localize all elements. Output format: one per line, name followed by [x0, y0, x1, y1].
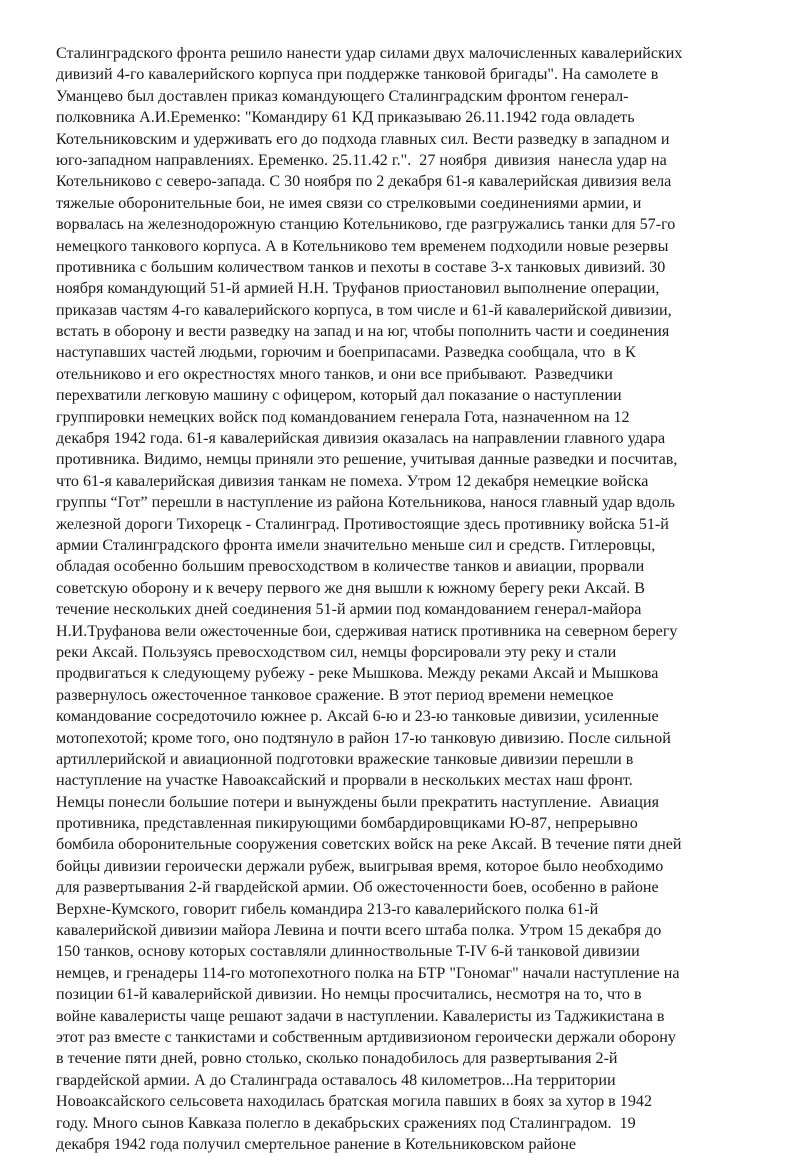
text-line: в течение пяти дней, ровно столько, сколько понадобилось для развертывания 2-й: [56, 1050, 618, 1068]
text-line: советскую оборону и к вечеру первого же дня вышли к южному берегу реки Аксай. В: [56, 579, 645, 597]
text-line: мотопехотой; кроме того, оно подтянуло в район 17-ю танковую дивизию. После сильной: [56, 729, 671, 747]
body-text: [56, 43, 766, 1155]
text-line: позиции 61-й кавалерийской дивизии. Но немцы просчитались, несмотря на то, что в: [56, 986, 642, 1004]
text-line: юго-западном направлениях. Еременко. 25.11.42 г.". 27 ноября дивизия нанесла удар на: [56, 151, 667, 169]
text-line: Немцы понесли большие потери и вынуждены были прекратить наступление. Авиация: [56, 793, 659, 811]
text-line: этот раз вместе с танкистами и собственным артдивизионом героически держали оборону: [56, 1028, 676, 1046]
text-line: бомбила оборонительные сооружения советских войск на реке Аксай. В течение пяти дней: [56, 836, 682, 854]
text-line: продвигаться к следующему рубежу - реке Мышкова. Между реками Аксай и Мышкова: [56, 665, 659, 683]
text-line: тяжелые оборонительные бои, не имея связи со стрелковыми соединениями армии, и: [56, 194, 642, 212]
text-line: противника. Видимо, немцы приняли это решение, учитывая данные разведки и посчитав,: [56, 451, 678, 469]
text-line: что 61-я кавалерийская дивизия танкам не помеха. Утром 12 декабря немецкие войска: [56, 472, 649, 490]
text-line: обладая особенно большим превосходством в количестве танков и авиации, прорвали: [56, 558, 645, 576]
text-line: наступление на участке Навоаксайский и прорвали в нескольких местах наш фронт.: [56, 772, 633, 790]
text-line: командование сосредоточило южнее р. Аксай 6-ю и 23-ю танковые дивизии, усиленные: [56, 708, 659, 726]
text-line: противника, представленная пикирующими бомбардировщиками Ю-87, непрерывно: [56, 815, 638, 833]
text-line: гвардейской армии. А до Сталинграда оставалось 48 километров...На территории: [56, 1071, 616, 1089]
text-line: году. Много сынов Кавказа полегло в декабрьских сражениях под Сталинградом. 19: [56, 1114, 636, 1132]
text-line: немецкого танкового корпуса. А в Котельниково тем временем подходили новые резервы: [56, 237, 669, 255]
text-line: противника с большим количеством танков и пехоты в составе 3-х танковых дивизий. 30: [56, 258, 666, 276]
text-line: развернулось ожесточенное танковое сражение. В этот период времени немецкое: [56, 686, 614, 704]
text-line: кавалерийской дивизии майора Левина и почти всего штаба полка. Утром 15 декабря до: [56, 922, 662, 940]
text-line: декабря 1942 года получил смертельное ранение в Котельниковском районе: [56, 1135, 576, 1153]
text-line: декабря 1942 года. 61-я кавалерийская дивизия оказалась на направлении главного удара: [56, 430, 666, 448]
text-line: дивизий 4-го кавалерийского корпуса при поддержке танковой бригады". На самолете в: [56, 66, 659, 84]
text-line: ворвалась на железнодорожную станцию Котельниково, где разгружались танки для 57-го: [56, 216, 676, 234]
text-line: группы “Гот” перешли в наступление из района Котельникова, нанося главный удар вдоль: [56, 494, 676, 512]
text-line: бойцы дивизии героически держали рубеж, выигрывая время, которое было необходимо: [56, 857, 664, 875]
text-line: железной дороги Тихорецк - Сталинград. Противостоящие здесь противнику войска 51-й: [56, 515, 669, 533]
text-line: встать в оборону и вести разведку на запад и на юг, чтобы пополнить части и соединения: [56, 323, 670, 341]
text-line: Котельниково с северо-запада. С 30 ноября по 2 декабря 61-я кавалерийская дивизия вела: [56, 173, 672, 191]
text-line: Новоаксайского сельсовета находилась братская могила павших в боях за хутор в 1942: [56, 1093, 652, 1111]
text-line: Верхне-Кумского, говорит гибель командира 213-го кавалерийского полка 61-й: [56, 900, 599, 918]
text-line: течение нескольких дней соединения 51-й армии под командованием генерал-майора: [56, 601, 642, 619]
text-line: полковника А.И.Еременко: "Командиру 61 КД приказываю 26.11.1942 года овладеть: [56, 109, 635, 127]
text-line: для развертывания 2-й гвардейской армии. Об ожесточенности боев, особенно в районе: [56, 879, 659, 897]
text-line: Котельниковским и удерживать его до подхода главных сил. Вести разведку в западном и: [56, 130, 670, 148]
text-line: перехватили легковую машину с офицером, который дал показание о наступлении: [56, 387, 622, 405]
text-line: реки Аксай. Пользуясь превосходством сил, немцы форсировали эту реку и стали: [56, 643, 617, 661]
text-line: армии Сталинградского фронта имели значительно меньше сил и средств. Гитлеровцы,: [56, 536, 656, 554]
text-line: приказав частям 4-го кавалерийского корпуса, в том числе и 61-й кавалерийской дивизии,: [56, 301, 672, 319]
text-line: Уманцево был доставлен приказ командующего Сталинградским фронтом генерал-: [56, 87, 629, 105]
text-line: наступавших частей людьми, горючим и боеприпасами. Разведка сообщала, что в К: [56, 344, 636, 362]
text-line: Н.И.Труфанова вели ожесточенные бои, сдерживая натиск противника на северном берегу: [56, 622, 678, 640]
text-line: отельниково и его окрестностях много танков, и они все прибывают. Разведчики: [56, 365, 613, 383]
text-line: немцев, и гренадеры 114-го мотопехотного полка на БТР "Гономаг" начали наступление на: [56, 964, 680, 982]
text-line: Сталинградского фронта решило нанести удар силами двух малочисленных кавалерийских: [56, 45, 683, 62]
text-line: артиллерийской и авиационной подготовки вражеские танковые дивизии перешли в: [56, 750, 634, 768]
text-line: ноября командующий 51-й армией Н.Н. Труфанов приостановил выполнение операции,: [56, 280, 660, 298]
text-line: войне кавалеристы чаще решают задачи в наступлении. Кавалеристы из Таджикистана в: [56, 1007, 665, 1025]
text-line: группировки немецких войск под командованием генерала Гота, назначенном на 12: [56, 408, 630, 426]
text-line: 150 танков, основу которых составляли длинноствольные T-IV 6-й танковой дивизии: [56, 943, 640, 961]
